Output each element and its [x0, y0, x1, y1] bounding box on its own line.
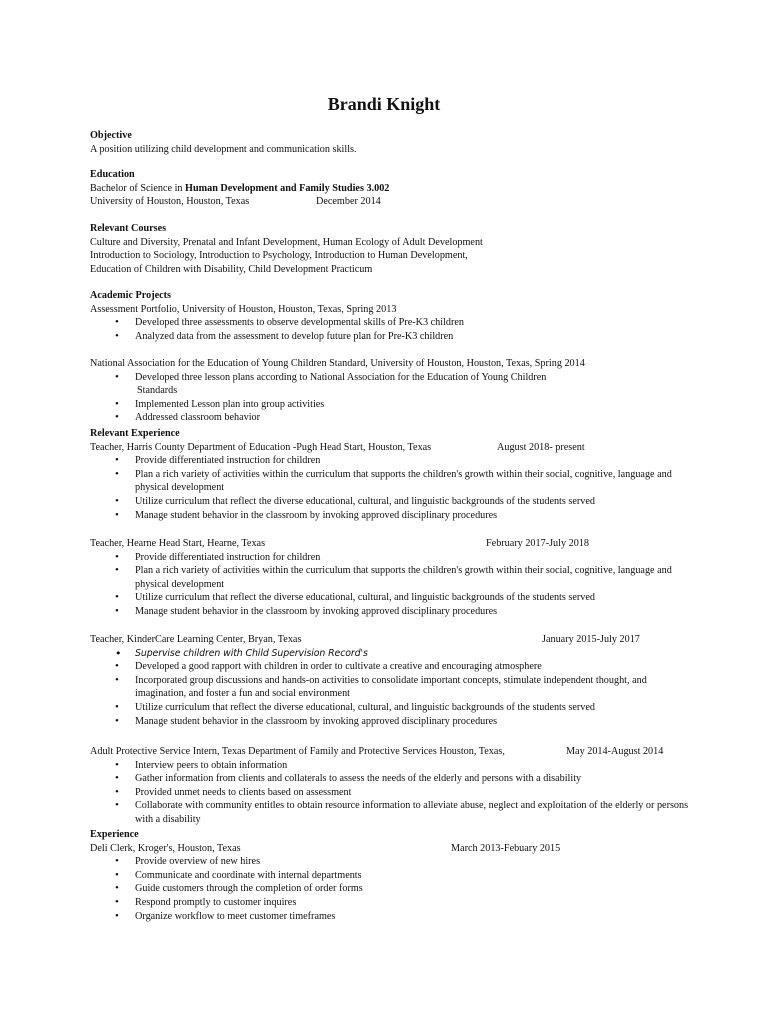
- list-item: • Organize workflow to meet customer timeframes: [90, 910, 690, 924]
- list-item: • Manage student behavior in the classroom by invoking approved disciplinary procedures: [90, 509, 690, 523]
- degree-major: Human Development and Family Studies 3.002: [185, 182, 390, 194]
- list-item: • Provide differentiated instruction for children: [90, 551, 690, 565]
- list-item: • Incorporated group discussions and hands-on activities to consolidate important concepts, stimulate independent thought, and imagination, and foster a fun and social environment: [90, 674, 690, 701]
- job-title: Teacher, Harris County Department of Education -Pugh Head Start, Houston, Texas: [90, 441, 432, 453]
- degree-prefix: Bachelor of Science in: [90, 182, 186, 194]
- project-title: Assessment Portfolio, University of Houston, Houston, Texas, Spring 2013: [90, 303, 397, 315]
- list-item: • Guide customers through the completion of order forms: [90, 882, 690, 896]
- job-title-line: [90, 633, 690, 647]
- job-title: Teacher, Hearne Head Start, Hearne, Texas: [90, 538, 266, 549]
- job-date: January 2015-July 2017: [542, 634, 640, 645]
- job-3: [90, 633, 690, 728]
- job-title: Teacher, KinderCare Learning Center, Bryan, Texas: [90, 634, 302, 645]
- objective-heading: Objective: [90, 130, 132, 141]
- experience-section: [90, 828, 690, 923]
- list-item: • Manage student behavior in the classroom by invoking approved disciplinary procedures: [90, 715, 690, 729]
- courses-line: Culture and Diversity, Prenatal and Infant Development, Human Ecology of Adult Development: [90, 236, 483, 248]
- list-item-text: Developed three lesson plans according to National Association for the Education of Young Children: [135, 371, 547, 383]
- education-school-line: [90, 195, 690, 209]
- job-title: Adult Protective Service Intern, Texas Department of Family and Protective Services Houston, Texas,: [90, 746, 505, 757]
- courses-section: [90, 222, 690, 276]
- job-bullets: [90, 855, 690, 923]
- objective-section: [90, 129, 690, 156]
- relevant-experience-heading: Relevant Experience: [90, 428, 180, 439]
- list-item: • Plan a rich variety of activities within the curriculum that supports the children's growth within their social, cognitive, language and physical development: [90, 564, 690, 591]
- list-item: • Plan a rich variety of activities within the curriculum that supports the children's growth within their social, cognitive, language and physical development: [90, 468, 690, 495]
- list-item: • Implemented Lesson plan into group activities: [90, 398, 690, 412]
- project-title: National Association for the Education of Young Children Standard, University of Houston, Houston, Texas, Spring 2014: [90, 358, 585, 369]
- job-date: February 2017-July 2018: [486, 538, 589, 549]
- list-item: • Utilize curriculum that reflect the diverse educational, cultural, and linguistic backgrounds of the students served: [90, 701, 690, 715]
- education-degree: [90, 182, 690, 196]
- list-item: • Utilize curriculum that reflect the diverse educational, cultural, and linguistic backgrounds of the students served: [90, 495, 690, 509]
- education-heading: Education: [90, 169, 135, 180]
- list-item: • Supervise children with Child Supervision Record's: [90, 647, 690, 661]
- project-bullets: [90, 371, 690, 425]
- education-section: [90, 168, 690, 209]
- list-item: • Communicate and coordinate with internal departments: [90, 869, 690, 883]
- experience-heading: Experience: [90, 829, 139, 840]
- job-bullets: [90, 454, 690, 522]
- education-school: University of Houston, Houston, Texas: [90, 196, 250, 208]
- list-item: • Provide overview of new hires: [90, 855, 690, 869]
- list-item: • Developed three assessments to observe developmental skills of Pre-K3 children: [90, 316, 690, 330]
- job-title-line: [90, 745, 700, 759]
- courses-line: Education of Children with Disability, Child Development Practicum: [90, 263, 373, 275]
- list-item: • Utilize curriculum that reflect the diverse educational, cultural, and linguistic backgrounds of the students served: [90, 591, 690, 605]
- job-title-line: [90, 441, 690, 455]
- list-item: • Respond promptly to customer inquires: [90, 896, 690, 910]
- candidate-name: Brandi Knight: [327, 94, 441, 114]
- job-title-line: [90, 537, 690, 551]
- job-title: Deli Clerk, Kroger's, Houston, Texas: [90, 842, 241, 854]
- list-item: • Collaborate with community entitles to obtain resource information to alleviate abuse, neglect and exploitation of the elderly or persons with a disability: [90, 799, 690, 826]
- list-item: • Developed a good rapport with children in order to cultivate a creative and encouraging atmosphere: [90, 660, 690, 674]
- job-date: March 2013-Febuary 2015: [451, 842, 561, 854]
- job-4: [90, 745, 700, 827]
- project-bullets: [90, 316, 690, 343]
- job-bullets: [90, 647, 690, 729]
- education-date: December 2014: [316, 196, 381, 208]
- list-item: • Analyzed data from the assessment to develop future plan for Pre-K3 children: [90, 330, 690, 344]
- list-item-text: Standards: [137, 385, 178, 397]
- list-item: • Manage student behavior in the classroom by invoking approved disciplinary procedures: [90, 605, 690, 619]
- projects-heading: Academic Projects: [90, 290, 171, 301]
- job-2: [90, 537, 690, 619]
- objective-text: A position utilizing child development and communication skills.: [90, 143, 357, 155]
- list-item: • Addressed classroom behavior: [90, 411, 690, 425]
- courses-line: Introduction to Sociology, Introduction to Psychology, Introduction to Human Development,: [90, 250, 468, 262]
- projects-section: [90, 289, 690, 343]
- job-bullets: [90, 759, 690, 827]
- courses-heading: Relevant Courses: [90, 223, 167, 234]
- relevant-experience-section: [90, 427, 690, 522]
- job-title-line: [90, 842, 690, 856]
- project-2: [90, 357, 690, 425]
- list-item: [90, 371, 690, 398]
- job-bullets: [90, 551, 690, 619]
- list-item: • Gather information from clients and collaterals to assess the needs of the elderly and persons with a disability: [90, 772, 690, 786]
- list-item: • Interview peers to obtain information: [90, 759, 690, 773]
- list-item: • Provided unmet needs to clients based on assessment: [90, 786, 690, 800]
- list-item: • Provide differentiated instruction for children: [90, 454, 690, 468]
- job-date: May 2014-August 2014: [566, 746, 664, 757]
- job-date: August 2018- present: [497, 441, 585, 453]
